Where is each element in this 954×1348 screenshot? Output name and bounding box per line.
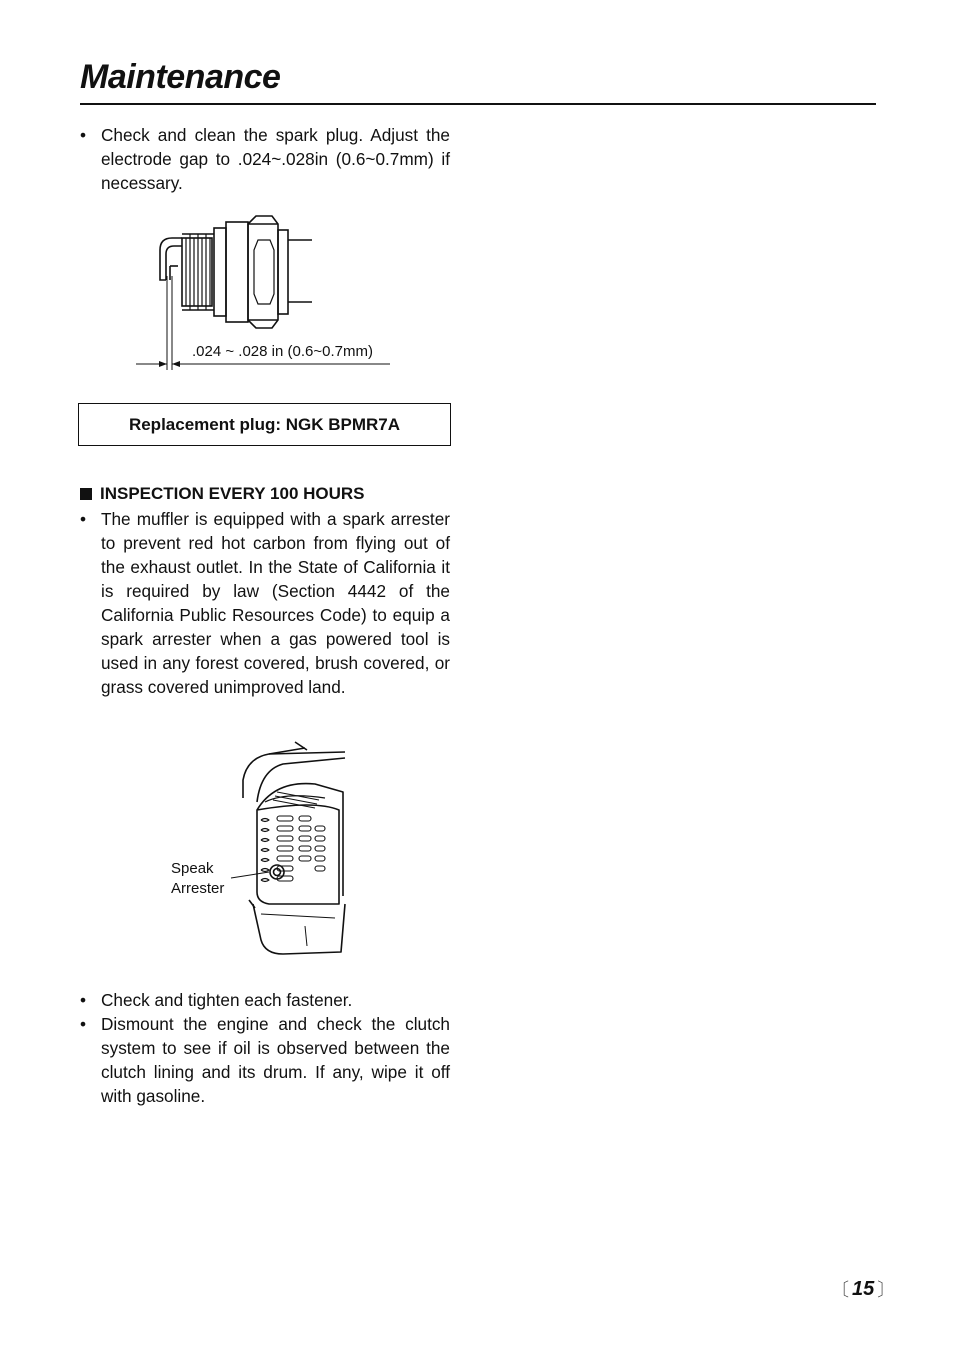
replacement-plug-text: Replacement plug: NGK BPMR7A (128, 414, 401, 434)
page-number (828, 1276, 898, 1302)
fastener-clutch-instructions (80, 988, 450, 1108)
bullet-check-spark-plug: • Check and clean the spark plug. Adjust the electrode gap to .024~.028in (0.6~0.7mm) if necessary. (80, 123, 450, 195)
arrester-label-line1: Speak (171, 860, 214, 877)
bullet-check-clutch: • Dismount the engine and check the clutch system to see if oil is observed between the clutch lining and its drum. If any, wipe it off with gasoline. (80, 1012, 450, 1108)
square-bullet-icon (80, 488, 92, 500)
title-rule (80, 103, 876, 105)
spark-plug-diagram (130, 210, 400, 380)
gap-dimension-label: .024 ~ .028 in (0.6~0.7mm) (192, 343, 373, 360)
bullet-tighten-fasteners: • Check and tighten each fastener. (80, 988, 450, 1012)
heading-text: INSPECTION EVERY 100 HOURS (100, 484, 365, 503)
spark-plug-instructions (80, 123, 450, 195)
replacement-plug-box (78, 403, 451, 446)
muffler-illustration (165, 740, 355, 960)
spark-arrester-text (80, 507, 450, 699)
page-number-bracket-right: 〕 (877, 1280, 896, 1300)
section-heading-100-hours (80, 484, 365, 504)
page-number-bracket-left: 〔 (831, 1280, 849, 1300)
page-title: Maintenance (80, 58, 281, 96)
page-number-value: 15 (852, 1277, 875, 1300)
bullet-muffler-spark-arrester: • The muffler is equipped with a spark arrester to prevent red hot carbon from flying out of the exhaust outlet. In the State of California it is required by law (Section 4442 of the California Public Resources Code) to equip a spark arrester when a gas powered tool is used in any forest covered, brush covered, or grass covered unimproved land. (80, 507, 450, 699)
arrester-label-line2: Arrester (171, 880, 225, 897)
